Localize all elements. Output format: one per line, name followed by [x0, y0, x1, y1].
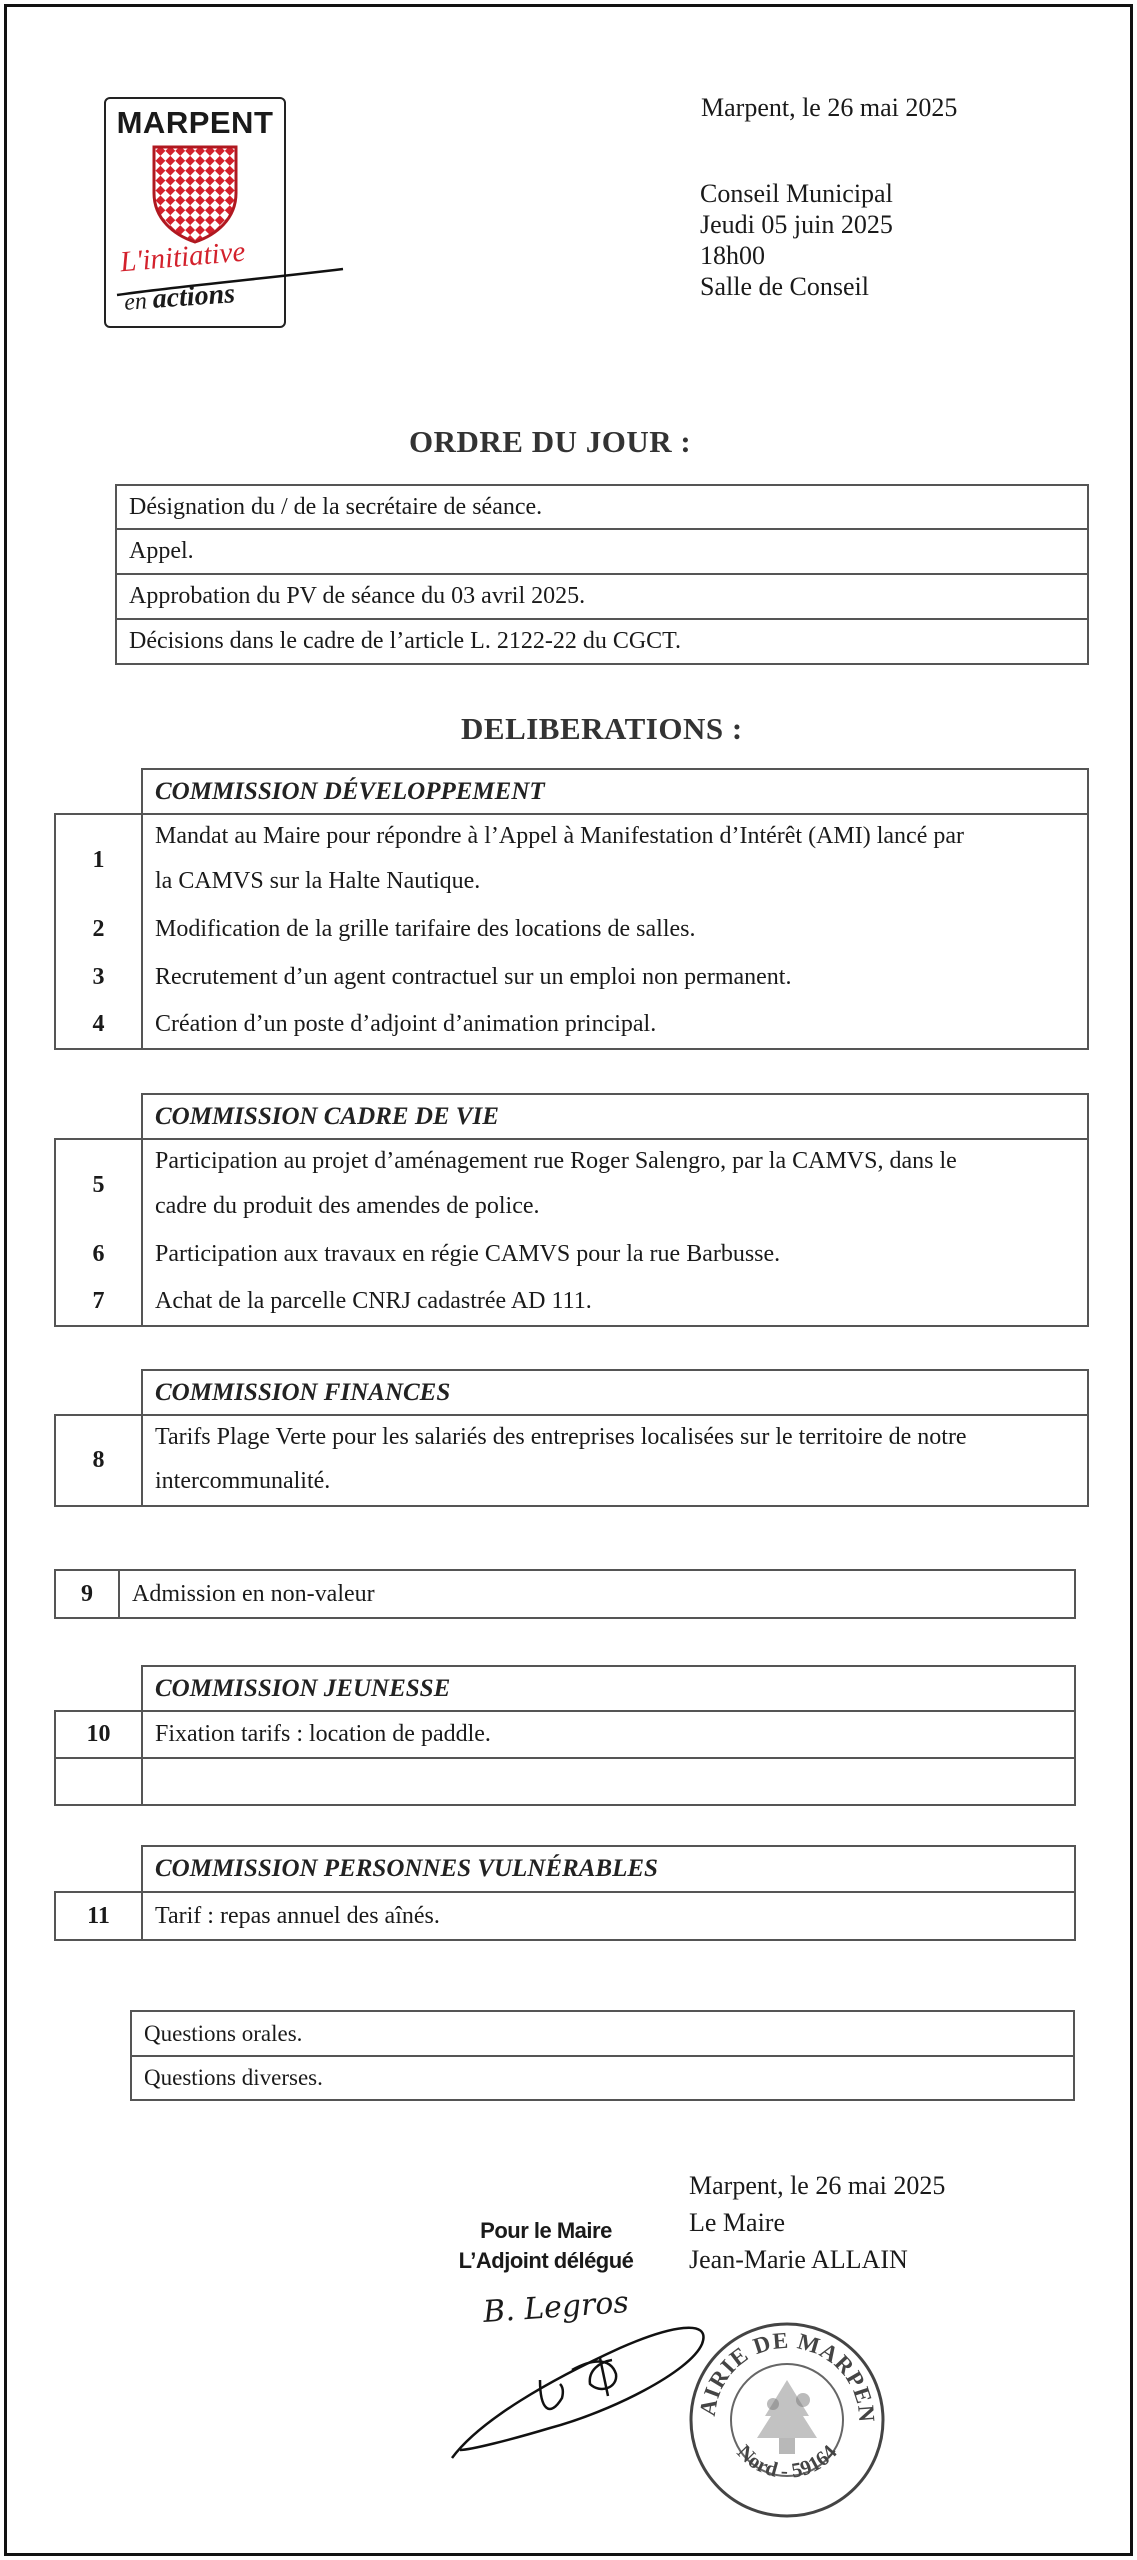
item-text: Participation aux travaux en régie CAMVS pour la rue Barbusse. [142, 1230, 1088, 1278]
commission-finances-table [54, 1369, 1089, 1507]
logo-slogan-en: en [123, 288, 148, 316]
empty-cell [142, 1758, 1075, 1805]
logo-slogan-actions: actions [151, 278, 237, 315]
item-number: 11 [55, 1892, 142, 1940]
commission-title: COMMISSION FINANCES [142, 1370, 1088, 1415]
item-number: 1 [55, 814, 142, 905]
item-number: 5 [55, 1139, 142, 1230]
commission-title: COMMISSION PERSONNES VULNÉRABLES [142, 1846, 1075, 1892]
delegate-line1: Pour le Maire [480, 2218, 612, 2243]
stamp-seal-icon [687, 2320, 887, 2520]
logo-town-name: MARPENT [116, 105, 274, 140]
item-text: Admission en non-valeur [119, 1570, 1075, 1618]
item-text: Création d’un poste d’adjoint d’animation principal. [142, 1001, 1088, 1049]
item-text: Recrutement d’un agent contractuel sur un emploi non permanent. [142, 953, 1088, 1001]
closing-item: Questions orales. [131, 2011, 1074, 2056]
delegate-label [446, 2216, 646, 2276]
item-number: 10 [55, 1711, 142, 1758]
item-number: 2 [55, 905, 142, 953]
commission-title: COMMISSION DÉVELOPPEMENT [142, 769, 1088, 814]
signature-date: Marpent, le 26 mai 2025 [689, 2171, 946, 2200]
item-text: Modification de la grille tarifaire des locations de salles. [142, 905, 1088, 953]
item-text: Mandat au Maire pour répondre à l’Appel à Manifestation d’Intérêt (AMI) lancé par [142, 814, 1088, 857]
stamp-top-text: AIRIE DE MARPEN [694, 2327, 880, 2424]
commission-vulnerables-table [54, 1845, 1076, 1941]
item-text: Achat de la parcelle CNRJ cadastrée AD 111. [142, 1278, 1088, 1326]
item-number: 3 [55, 953, 142, 1001]
item-number: 8 [55, 1415, 142, 1506]
item-number: 4 [55, 1001, 142, 1049]
commission-developpement-table [54, 768, 1089, 1050]
delegate-line2: L’Adjoint délégué [458, 2248, 634, 2273]
item-text: la CAMVS sur la Halte Nautique. [142, 857, 1088, 905]
mairie-stamp [687, 2320, 887, 2520]
empty-cell [55, 1758, 142, 1805]
item-text: intercommunalité. [142, 1458, 1088, 1506]
commission-title: COMMISSION CADRE DE VIE [142, 1094, 1088, 1139]
header-meeting: Conseil Municipal [700, 179, 893, 208]
handwritten-signature [440, 2300, 720, 2470]
header-date: Marpent, le 26 mai 2025 [701, 93, 958, 122]
agenda-item: Appel. [116, 529, 1088, 574]
signature-name: Jean-Marie ALLAIN [689, 2245, 908, 2274]
logo-slogan-line1: L'initiative [118, 235, 247, 279]
agenda-item: Décisions dans le cadre de l’article L. 2122-22 du CGCT. [116, 619, 1088, 664]
standalone-item-table [54, 1569, 1076, 1619]
item-number: 7 [55, 1278, 142, 1326]
agenda-item: Désignation du / de la secrétaire de séance. [116, 485, 1088, 529]
shield-icon [106, 141, 284, 245]
commission-title: COMMISSION JEUNESSE [142, 1666, 1075, 1711]
item-text: Tarifs Plage Verte pour les salariés des entreprises localisées sur le territoire de notre [142, 1415, 1088, 1458]
item-number: 9 [55, 1570, 119, 1618]
item-text: Fixation tarifs : location de paddle. [142, 1711, 1075, 1758]
item-text: cadre du produit des amendes de police. [142, 1182, 1088, 1230]
commission-cadre-de-vie-table [54, 1093, 1089, 1327]
agenda-item: Approbation du PV de séance du 03 avril 2025. [116, 574, 1088, 619]
stamp-bottom-text: Nord - 59164 [732, 2439, 842, 2483]
signature-role: Le Maire [689, 2208, 786, 2237]
header-time: 18h00 [700, 241, 765, 270]
item-text: Participation au projet d’aménagement rue Roger Salengro, par la CAMVS, dans le [142, 1139, 1088, 1182]
item-text: Tarif : repas annuel des aînés. [142, 1892, 1075, 1940]
logo-slogan-line2 [123, 278, 236, 318]
item-number: 6 [55, 1230, 142, 1278]
closing-item: Questions diverses. [131, 2056, 1074, 2100]
deliberations-title: DELIBERATIONS : [461, 711, 743, 746]
header-day: Jeudi 05 juin 2025 [700, 210, 893, 239]
header-place: Salle de Conseil [700, 272, 869, 301]
town-logo [104, 97, 286, 328]
commission-jeunesse-table [54, 1665, 1076, 1806]
closing-table [130, 2010, 1075, 2101]
handwritten-name: B. Legros [481, 2284, 630, 2331]
agenda-table [115, 484, 1089, 665]
agenda-title: ORDRE DU JOUR : [409, 424, 692, 459]
